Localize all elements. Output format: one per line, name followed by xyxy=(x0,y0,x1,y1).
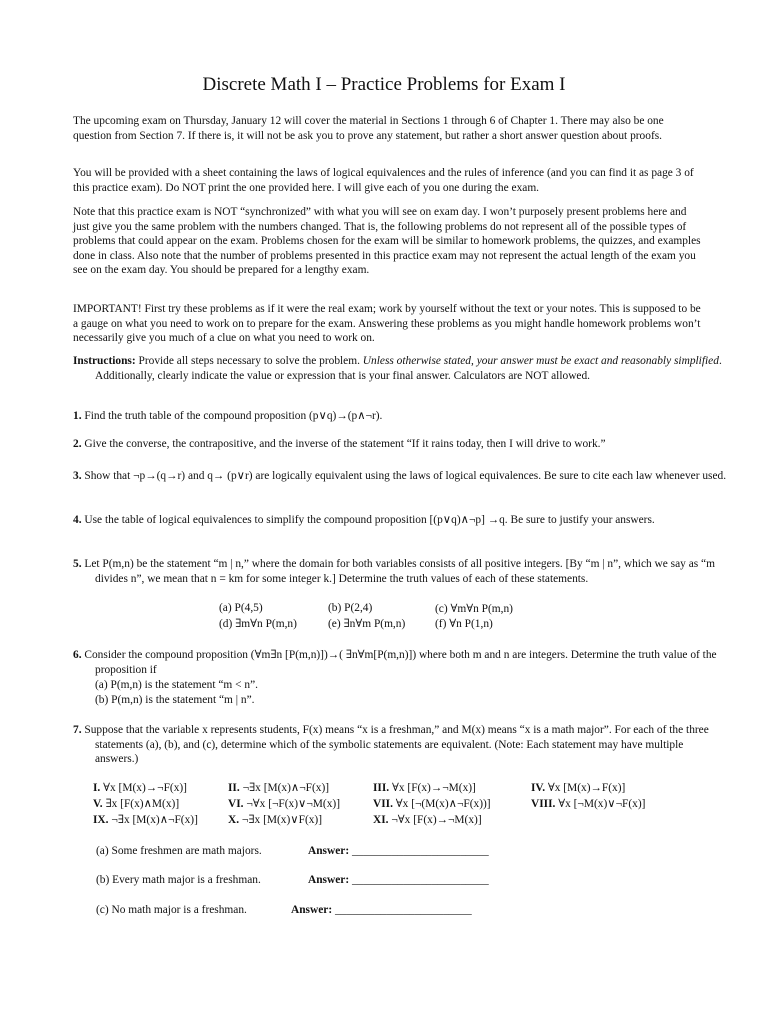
answer-field-c[interactable] xyxy=(291,903,472,918)
intro-paragraph-4: IMPORTANT! First try these problems as if it were the real exam; work by yourself without the text or your notes. This is supposed to be a gauge on what you need to work on to prepare for the exam. Answering these problems as you might handle homework problems won’t necessarily give you much of a clue on what you need to work on. xyxy=(73,303,701,345)
problem-2 xyxy=(73,437,727,452)
problem-text: Find the truth table of the compound proposition (p∨q)→(p∧¬r). xyxy=(81,410,383,422)
answer-field-a[interactable] xyxy=(308,844,489,859)
answer-label: Answer: xyxy=(291,904,333,916)
statement-v: V. ∃x [F(x)∧M(x)] xyxy=(93,798,180,810)
statement-iii: III. ∀x [F(x)→¬M(x)] xyxy=(373,782,476,794)
p6-item-a: (a) P(m,n) is the statement “m < n”. xyxy=(95,679,259,691)
problem-text: Let P(m,n) be the statement “m | n,” where the domain for both variables consists of all positive integers. [By “m | n”, which we say as “m divides n”, we mean that n = km for some integer k.] Determine the truth values of each of these statements. xyxy=(81,558,715,585)
instructions-label: Instructions: xyxy=(73,355,136,367)
statement-viii: VIII. ∀x [¬M(x)∨¬F(x)] xyxy=(531,798,646,810)
p5-item-e: (e) ∃n∀m P(m,n) xyxy=(328,618,406,630)
p5-item-a: (a) P(4,5) xyxy=(219,602,263,614)
problem-4 xyxy=(73,513,727,528)
problem-number: 2. xyxy=(73,438,82,450)
answer-blank[interactable]: ________________________ xyxy=(334,904,472,916)
statement-x: X. ¬∃x [M(x)∨F(x)] xyxy=(228,814,323,826)
problem-text: Suppose that the variable x represents students, F(x) means “x is a freshman,” and M(x) means “x is a math major”. For each of the three statements (a), (b), and (c), determine which of the symbolic statements are equivalent. (Note: Each statement may have multiple answers.) xyxy=(81,724,709,766)
statement-i: I. ∀x [M(x)→¬F(x)] xyxy=(93,782,187,794)
page-title: Discrete Math I – Practice Problems for Exam I xyxy=(202,74,566,95)
answer-label: Answer: xyxy=(308,874,350,886)
problem-text: Use the table of logical equivalences to simplify the compound proposition [(p∨q)∧¬p] →q. Be sure to justify your answers. xyxy=(81,514,655,526)
problem-1 xyxy=(73,409,727,424)
statement-vii: VII. ∀x [¬(M(x)∧¬F(x))] xyxy=(373,798,491,810)
intro-paragraph-1: The upcoming exam on Thursday, January 12 will cover the material in Sections 1 through 6 of Chapter 1. There may also be one question from Section 7. If there is, it will not be ask you to prove any statement, but rather a short answer question about proofs. xyxy=(73,115,664,142)
answer-question: (a) Some freshmen are math majors. xyxy=(96,845,262,857)
instructions-text-1: Provide all steps necessary to solve the problem. xyxy=(135,355,363,367)
problem-number: 1. xyxy=(73,410,82,422)
problem-text: Show that ¬p→(q→r) and q→ (p∨r) are logically equivalent using the laws of logical equivalences. Be sure to cite each law whenever used. xyxy=(81,470,727,482)
problem-text: Consider the compound proposition (∀m∃n [P(m,n)])→( ∃n∀m[P(m,n)]) where both m and n are integers. Determine the truth value of the proposition if xyxy=(81,649,717,676)
statement-ix: IX. ¬∃x [M(x)∧¬F(x)] xyxy=(93,814,198,826)
p5-item-c: (c) ∀m∀n P(m,n) xyxy=(435,603,513,615)
problem-number: 5. xyxy=(73,558,82,570)
answer-row-c xyxy=(96,903,247,918)
p5-item-d: (d) ∃m∀n P(m,n) xyxy=(219,618,297,630)
intro-paragraph-3: Note that this practice exam is NOT “synchronized” with what you will see on exam day. I won’t purposely present problems here and just give you the same problem with the numbers changed. That is, the following problems do not represent all of the possible types of problems that could appear on the exam. Problems chosen for the exam will be similar to homework problems, the quizzes, and examples done in class. Also note that the number of problems presented in this practice exam may not represent the actual length of the exam you see on the exam day. You should be prepared for a lengthy exam. xyxy=(73,206,701,277)
problem-number: 4. xyxy=(73,514,82,526)
problem-7 xyxy=(73,723,727,767)
problem-number: 6. xyxy=(73,649,82,661)
statement-ii: II. ¬∃x [M(x)∧¬F(x)] xyxy=(228,782,330,794)
problem-number: 3. xyxy=(73,470,82,482)
problem-6 xyxy=(73,648,727,677)
instructions-italic: Unless otherwise stated, your answer must be exact and reasonably simplified xyxy=(362,355,719,367)
answer-blank[interactable]: ________________________ xyxy=(351,874,489,886)
answer-question: (c) No math major is a freshman. xyxy=(96,904,247,916)
problem-number: 7. xyxy=(73,724,82,736)
statement-vi: VI. ¬∀x [¬F(x)∨¬M(x)] xyxy=(228,798,341,810)
instructions-text-2: . Additionally, clearly indicate the value or expression that is your final answer. Calculators are NOT allowed. xyxy=(95,355,722,382)
answer-row-a xyxy=(96,844,262,859)
problem-text: Give the converse, the contrapositive, and the inverse of the statement “If it rains today, then I will drive to work.” xyxy=(81,438,606,450)
intro-paragraph-2: You will be provided with a sheet containing the laws of logical equivalences and the rules of inference (and you can find it as page 3 of this practice exam). Do NOT print the one provided here. I will give each of you one during the exam. xyxy=(73,167,694,194)
answer-question: (b) Every math major is a freshman. xyxy=(96,874,261,886)
p5-item-f: (f) ∀n P(1,n) xyxy=(435,618,493,630)
statement-iv: IV. ∀x [M(x)→F(x)] xyxy=(531,782,626,794)
answer-label: Answer: xyxy=(308,845,350,857)
instructions xyxy=(73,354,727,383)
p5-item-b: (b) P(2,4) xyxy=(328,602,373,614)
answer-blank[interactable]: ________________________ xyxy=(351,845,489,857)
answer-row-b xyxy=(96,873,261,888)
problem-5 xyxy=(73,557,727,586)
answer-field-b[interactable] xyxy=(308,873,489,888)
problem-3 xyxy=(73,469,727,484)
p6-item-b: (b) P(m,n) is the statement “m | n”. xyxy=(95,694,255,706)
statement-xi: XI. ¬∀x [F(x)→¬M(x)] xyxy=(373,814,482,826)
